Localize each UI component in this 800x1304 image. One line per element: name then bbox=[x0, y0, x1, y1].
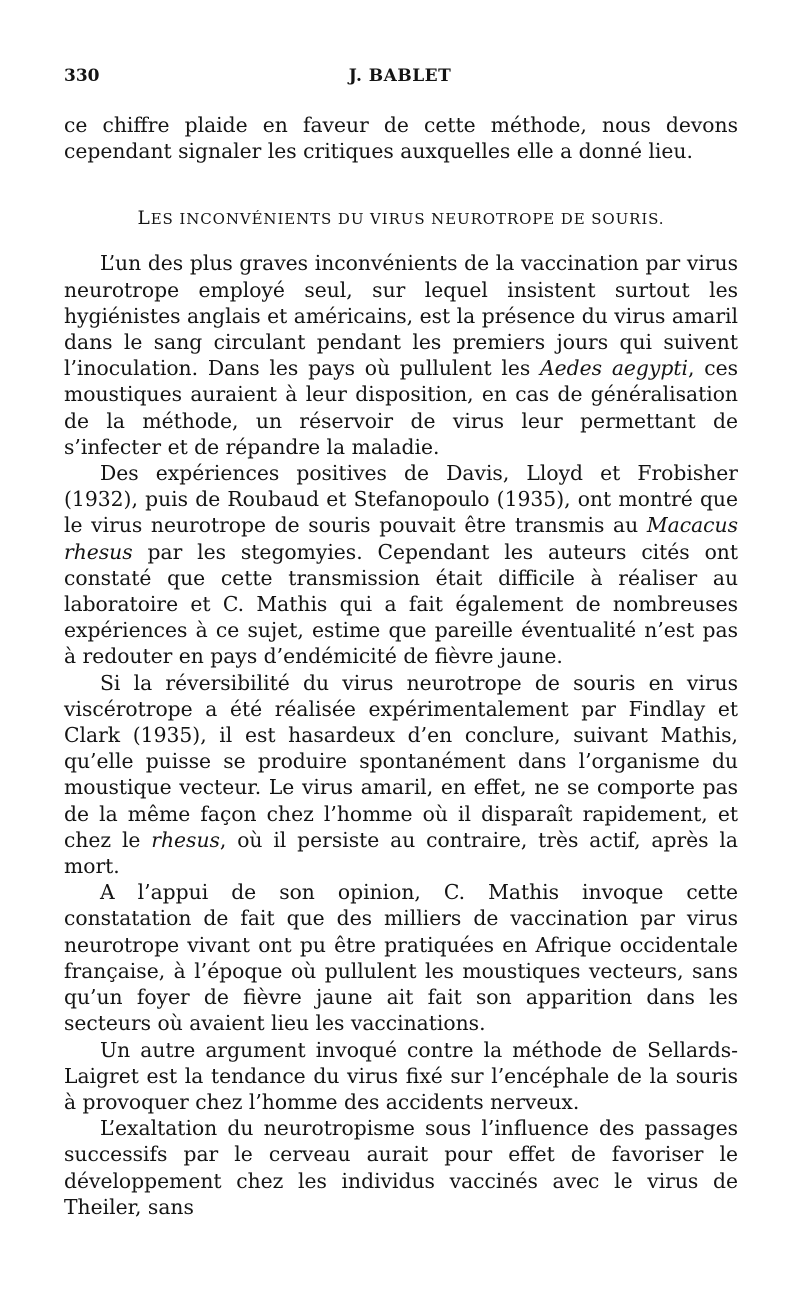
paragraph-text: , où il persiste au contraire, très actif, après la mort. bbox=[64, 827, 738, 879]
paragraph-text: Des expériences positives de Davis, Lloyd et Frobisher (1932), puis de Roubaud et Stefanopoulo (1935), ont montré que le virus neurotrope de souris pouvait être transmis au bbox=[64, 461, 738, 538]
paragraph bbox=[64, 250, 738, 460]
paragraph-text: par les stegomyies. Cependant les auteurs cités ont constaté que cette transmission était difficile à réaliser au laboratoire et C. Mathis qui a fait également de nombreuses expériences à ce sujet, estime que pareille éventualité n’est pas à redouter en pays d’endémicité de fièvre jaune. bbox=[64, 539, 738, 669]
page-number: 330 bbox=[64, 66, 100, 86]
section-heading-text: ES INCONVÉNIENTS DU VIRUS NEUROTROPE DE SOURIS. bbox=[150, 210, 665, 229]
paragraph bbox=[64, 670, 738, 880]
paragraph-text: Si la réversibilité du virus neurotrope de souris en virus viscérotrope a été réalisée expérimentalement par Findlay et Clark (1935), il est hasardeux d’en conclure, suivant Mathis, qu’elle puisse se produire spontanément dans l’organisme du moustique vecteur. Le virus amaril, en effet, ne se comporte pas de la même façon chez l’homme où il disparaît rapidement, et chez le bbox=[64, 670, 738, 852]
section-heading-initial: L bbox=[137, 208, 151, 230]
paragraph: Un autre argument invoqué contre la méthode de Sellards-Laigret est la tendance du virus fixé sur l’encéphale de la souris à provoquer chez l’homme des accidents nerveux. bbox=[64, 1037, 738, 1114]
paragraph: A l’appui de son opinion, C. Mathis invoque cette constatation de fait que des milliers de vaccination par virus neurotrope vivant ont pu être pratiquées en Afrique occidentale française, à l’époque où pullulent les moustiques vecteurs, sans qu’un foyer de fièvre jaune ait fait son apparition dans les secteurs où avaient lieu les vaccinations. bbox=[64, 880, 738, 1036]
page-body bbox=[64, 112, 738, 1220]
page-header bbox=[64, 66, 736, 90]
paragraph-continuation: ce chiffre plaide en faveur de cette méthode, nous devons cependant signaler les critiques auxquelles elle a donné lieu. bbox=[64, 113, 738, 164]
species-name: rhesus bbox=[151, 827, 220, 852]
paragraph-text: L’un des plus graves inconvénients de la vaccination par virus neurotrope employé seul, sur lequel insistent surtout les hygiénistes anglais et américains, est la présence du virus amaril dans le sang circulant pendant les premiers jours qui suivent l’inoculation. Dans les pays où pullulent les bbox=[64, 251, 738, 381]
species-name: Macacus rhesus bbox=[64, 513, 738, 564]
section-heading bbox=[64, 208, 738, 229]
running-head: J. BABLET bbox=[348, 66, 452, 86]
paragraph-text: , ces moustiques auraient à leur disposition, en cas de généralisation de la méthode, un réservoir de virus leur permettant de s’infecter et de répandre la maladie. bbox=[64, 356, 738, 459]
species-name: Aedes aegypti bbox=[540, 356, 688, 381]
paragraph bbox=[64, 460, 738, 670]
paragraph: L’exaltation du neurotropisme sous l’influence des passages successifs par le cerveau aurait pour effet de favoriser le développement chez les individus vaccinés avec le virus de Theiler, sans bbox=[64, 1116, 738, 1219]
